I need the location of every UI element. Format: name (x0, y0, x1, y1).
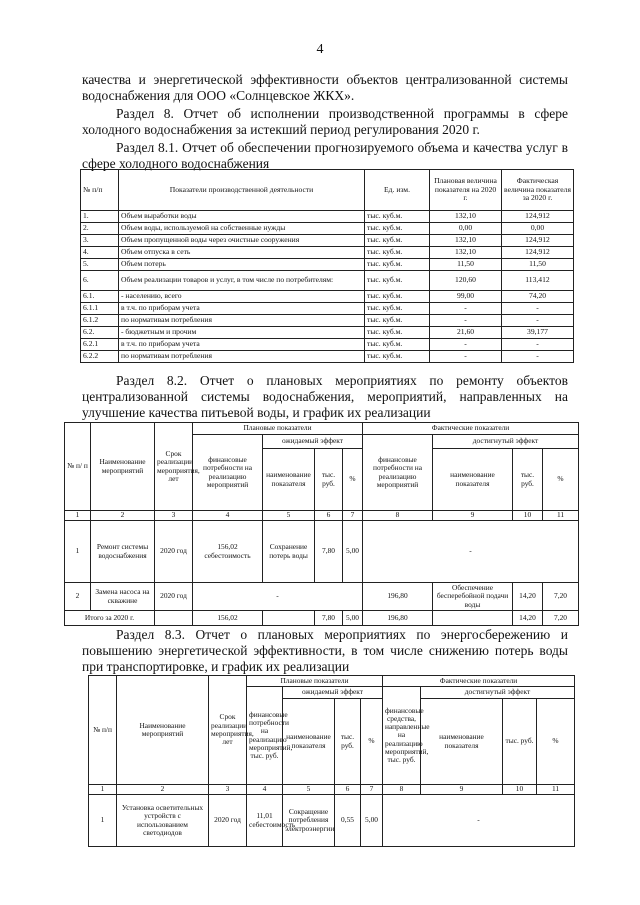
cell: - (430, 315, 502, 327)
intro-paragraph: качества и энергетической эффективности объектов централизованной системы водоснабжения для ООО «Солнцевское ЖКХ». (82, 72, 568, 103)
table-row (81, 247, 574, 259)
table-row (81, 303, 574, 315)
column-number-row (65, 511, 579, 521)
cell: 132,10 (430, 211, 502, 223)
cell: Объем выработки воды (119, 211, 365, 223)
cell: 5,00 (361, 795, 383, 847)
table-row (81, 235, 574, 247)
cell: 156,02 себестоимость (193, 521, 263, 583)
cell: Объем потерь (119, 259, 365, 271)
cell: 124,912 (502, 235, 574, 247)
cell: 196,80 (363, 583, 433, 611)
cell: 7 (343, 511, 363, 521)
cell: 6. (81, 271, 119, 291)
cell: - (502, 303, 574, 315)
cell: 11 (537, 785, 575, 795)
section-8-2-heading: Раздел 8.2. Отчет о плановых мероприятиях по ремонту объектов централизованной системы водоснабжения, мероприятий, направленных на улучшение качества питьевой воды, и график их реализации (82, 373, 568, 420)
cell: в т.ч. по приборам учета (119, 303, 365, 315)
cell: 3 (155, 511, 193, 521)
cell: 6.2. (81, 327, 119, 339)
header-cell: тыс. руб. (513, 449, 543, 511)
cell: 156,02 (193, 611, 263, 626)
cell: 1 (65, 521, 91, 583)
page-number: 4 (316, 42, 324, 57)
cell: - бюджетным и прочим (119, 327, 365, 339)
header-cell: % (343, 449, 363, 511)
cell: - (363, 521, 579, 583)
cell: - (502, 351, 574, 363)
cell: 8 (383, 785, 421, 795)
cell: - (383, 795, 575, 847)
table-header-row (65, 423, 579, 435)
cell (263, 611, 315, 626)
cell: Объем воды, используемой на собственные нужды (119, 223, 365, 235)
cell: 8 (363, 511, 433, 521)
cell: тыс. куб.м. (365, 247, 430, 259)
header-cell: финансовые потребности на реализацию мероприятий (363, 435, 433, 511)
cell: по нормативам потребления (119, 351, 365, 363)
cell: 6.2.2 (81, 351, 119, 363)
table-row (81, 351, 574, 363)
cell: 2020 год (155, 583, 193, 611)
cell: 7,80 (315, 521, 343, 583)
cell (433, 611, 513, 626)
cell: - населению, всего (119, 291, 365, 303)
cell: 5 (283, 785, 335, 795)
table-row (65, 583, 579, 611)
header-cell: ожидаемый эффект (263, 435, 363, 449)
cell: тыс. куб.м. (365, 223, 430, 235)
header-cell: ожидаемый эффект (283, 687, 383, 699)
cell: 2 (117, 785, 209, 795)
header-cell: Плановая величина показателя на 2020 г. (430, 170, 502, 211)
cell: 11,50 (502, 259, 574, 271)
cell: тыс. куб.м. (365, 351, 430, 363)
section-8-1-heading: Раздел 8.1. Отчет об обеспечении прогнозируемого объема и качества услуг в сфере холодного водоснабжения (82, 140, 568, 171)
cell: 11,01 себестоимость (247, 795, 283, 847)
cell: - (502, 315, 574, 327)
cell: 74,20 (502, 291, 574, 303)
cell: 9 (433, 511, 513, 521)
cell: 6 (315, 511, 343, 521)
header-cell: Наименование мероприятий (117, 676, 209, 785)
cell: 0,00 (502, 223, 574, 235)
cell: 124,912 (502, 211, 574, 223)
cell: 10 (503, 785, 537, 795)
cell: 2020 год (209, 795, 247, 847)
header-cell: % (361, 699, 383, 785)
cell: Установка осветительных устройств с использованием светодиодов (117, 795, 209, 847)
section-8-3-heading: Раздел 8.3. Отчет о плановых мероприятиях по энергосбережению и повышению энергетической эффективности, в том числе снижению потерь воды при транспортировке, и график их реализации (82, 627, 568, 674)
section-8-heading: Раздел 8. Отчет об исполнении производственной программы в сфере холодного водоснабжения за истекший период регулирования 2020 г. (82, 106, 568, 137)
header-cell: тыс. руб. (335, 699, 361, 785)
header-cell: наименование показателя (263, 449, 315, 511)
cell: тыс. куб.м. (365, 235, 430, 247)
cell: 10 (513, 511, 543, 521)
table-row (81, 271, 574, 291)
table-row (65, 521, 579, 583)
cell: - (430, 303, 502, 315)
cell: 3. (81, 235, 119, 247)
cell: 124,912 (502, 247, 574, 259)
cell: тыс. куб.м. (365, 315, 430, 327)
cell: Замена насоса на скважине (91, 583, 155, 611)
column-number-row (89, 785, 575, 795)
cell: тыс. куб.м. (365, 259, 430, 271)
table-row (81, 339, 574, 351)
header-cell: финансовые средства, направленные на реализацию мероприятий, тыс. руб. (383, 687, 421, 785)
cell: 14,20 (513, 583, 543, 611)
table-8-3 (88, 675, 575, 847)
cell: Объем реализации товаров и услуг, в том числе по потребителям: (119, 271, 365, 291)
cell: 132,10 (430, 235, 502, 247)
header-cell: наименование показателя (421, 699, 503, 785)
header-cell: № п/ п (65, 423, 91, 511)
table-row (89, 795, 575, 847)
header-cell: Показатели производственной деятельности (119, 170, 365, 211)
cell: тыс. куб.м. (365, 339, 430, 351)
header-cell: финансовые потребности на реализацию мероприятий, тыс. руб. (247, 687, 283, 785)
cell: 11 (543, 511, 579, 521)
cell: 6.2.1 (81, 339, 119, 351)
cell: 2 (65, 583, 91, 611)
cell: 4. (81, 247, 119, 259)
cell: 99,00 (430, 291, 502, 303)
cell: Сокращение потребления электроэнергии (283, 795, 335, 847)
header-cell: Фактическая величина показателя за 2020 г. (502, 170, 574, 211)
cell: 7,20 (543, 583, 579, 611)
cell: Обеспечение бесперебойной подачи воды (433, 583, 513, 611)
header-cell: тыс. руб. (503, 699, 537, 785)
header-cell: Фактические показатели (383, 676, 575, 687)
cell: тыс. куб.м. (365, 291, 430, 303)
header-cell: № п/п (89, 676, 117, 785)
cell: 6.1.1 (81, 303, 119, 315)
table-row (81, 327, 574, 339)
cell: 6.1.2 (81, 315, 119, 327)
cell: тыс. куб.м. (365, 271, 430, 291)
cell: - (502, 339, 574, 351)
cell: 11,50 (430, 259, 502, 271)
cell: 132,10 (430, 247, 502, 259)
cell: 1. (81, 211, 119, 223)
table-row (81, 291, 574, 303)
header-cell: Ед. изм. (365, 170, 430, 211)
cell: 120,60 (430, 271, 502, 291)
cell: тыс. куб.м. (365, 327, 430, 339)
header-cell: Срок реализации мероприятия, лет (155, 423, 193, 511)
cell: Итого за 2020 г. (65, 611, 155, 626)
cell: 7 (361, 785, 383, 795)
cell: 0,55 (335, 795, 361, 847)
header-cell: % (537, 699, 575, 785)
cell: Объем пропущенной воды через очистные сооружения (119, 235, 365, 247)
cell: тыс. куб.м. (365, 211, 430, 223)
cell: 4 (247, 785, 283, 795)
cell: 0,00 (430, 223, 502, 235)
cell: - (430, 351, 502, 363)
table-row (81, 259, 574, 271)
header-cell: наименование показателя (283, 699, 335, 785)
cell: 5. (81, 259, 119, 271)
header-cell: финансовые потребности на реализацию мероприятий (193, 435, 263, 511)
cell: 3 (209, 785, 247, 795)
cell: 1 (65, 511, 91, 521)
cell: 4 (193, 511, 263, 521)
header-cell: Плановые показатели (193, 423, 363, 435)
header-cell: наименование показателя (433, 449, 513, 511)
cell: 113,412 (502, 271, 574, 291)
cell: 2. (81, 223, 119, 235)
table-row (81, 223, 574, 235)
cell: Объем отпуска в сеть (119, 247, 365, 259)
header-cell: № п/п (81, 170, 119, 211)
cell: 1 (89, 795, 117, 847)
cell: 7,20 (543, 611, 579, 626)
cell (155, 611, 193, 626)
header-cell: достигнутый эффект (433, 435, 579, 449)
header-cell: % (543, 449, 579, 511)
cell: 1 (89, 785, 117, 795)
table-header-row (81, 170, 574, 211)
table-row (81, 315, 574, 327)
cell: - (193, 583, 363, 611)
cell: 2 (91, 511, 155, 521)
cell: - (430, 339, 502, 351)
cell: в т.ч. по приборам учета (119, 339, 365, 351)
cell: 14,20 (513, 611, 543, 626)
header-cell: достигнутый эффект (421, 687, 575, 699)
header-cell: Фактические показатели (363, 423, 579, 435)
cell: по нормативам потребления (119, 315, 365, 327)
header-cell: Наименование мероприятий (91, 423, 155, 511)
header-cell: Плановые показатели (247, 676, 383, 687)
table-row (81, 211, 574, 223)
cell: 9 (421, 785, 503, 795)
table-8-1 (80, 169, 574, 363)
cell: 21,60 (430, 327, 502, 339)
cell: 5,00 (343, 521, 363, 583)
cell: тыс. куб.м. (365, 303, 430, 315)
cell: 5 (263, 511, 315, 521)
table-8-2 (64, 422, 579, 626)
cell: 7,80 (315, 611, 343, 626)
header-cell: тыс. руб. (315, 449, 343, 511)
table-header-row (89, 676, 575, 687)
cell: 6.1. (81, 291, 119, 303)
cell: 2020 год (155, 521, 193, 583)
cell: 39,177 (502, 327, 574, 339)
cell: 6 (335, 785, 361, 795)
cell: 196,80 (363, 611, 433, 626)
header-cell: Срок реализации мероприятия, лет (209, 676, 247, 785)
cell: Сохранение потерь воды (263, 521, 315, 583)
cell: Ремонт системы водоснабжения (91, 521, 155, 583)
table-total-row (65, 611, 579, 626)
cell: 5,00 (343, 611, 363, 626)
